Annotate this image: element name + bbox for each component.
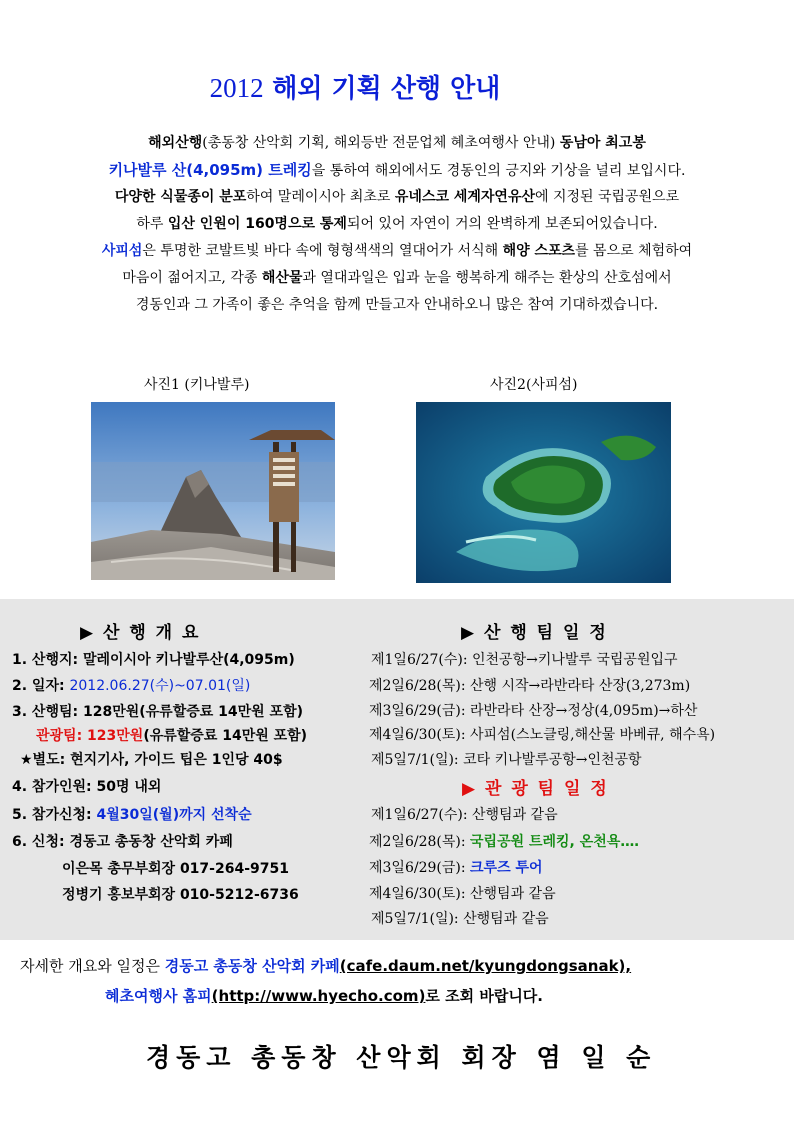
footer-text: 자세한 개요와 일정은 [20,957,165,975]
tour-day-activity: 크루즈 투어 [470,860,543,876]
sapi-island-photo [416,402,671,583]
intro-text: (총동창 산악회 기획, 해외등반 전문업체 혜초여행사 안내) [202,135,560,151]
tour-day-2 [369,831,639,851]
intro-highlight: 해산물 [261,270,303,286]
tour-schedule-heading: ▶ 관 광 팀 일 정 [462,779,609,799]
overview-item-deadline [12,804,252,824]
title-text: 해외 기획 산행 안내 [272,74,501,104]
overview-value: (유류할증료 14만원 포함) [143,728,308,744]
overview-label: 5. 참가신청: [12,807,97,823]
overview-value: 2012.06.27(수)~07.01(일) [69,678,251,694]
footer-line-1 [20,955,631,976]
intro-line-5 [0,238,794,264]
intro-highlight: 다양한 식물종이 분포 [114,189,247,205]
intro-text: 되어 있어 자연이 거의 완벽하게 보존되어있습니다. [346,216,658,232]
overview-value: 말레이시아 키나발루산(4,095m) [82,652,295,668]
intro-highlight: 키나발루 산(4,095m) 트레킹 [108,161,312,179]
overview-item-date [12,675,250,695]
footer-line-2 [105,985,543,1006]
sapi-island-image [416,402,671,583]
intro-highlight: 해양 스포츠 [502,243,576,259]
intro-text: 마음이 젊어지고, 각종 [122,270,262,286]
hiking-schedule-heading: ▶ 산 행 팀 일 정 [461,623,608,643]
intro-text: 은 투명한 코발트빛 바다 속에 형형색색의 열대어가 서식해 [142,243,503,259]
tour-day-activity: 국립공원 트레킹, 온천욕‥‥ [470,834,639,850]
overview-item-destination [12,649,295,669]
tour-day-label: 제3일6/29(금): [369,860,471,876]
intro-text: 과 열대과일은 입과 눈을 행복하게 해주는 환상의 산호섬에서 [302,270,672,286]
intro-highlight: 동남아 최고봉 [559,135,646,151]
footer-text: 로 조회 바랍니다. [425,987,543,1005]
intro-line-6 [0,265,794,291]
intro-line-4 [0,211,794,237]
tour-day-label: 제2일6/28(목): [369,834,471,850]
photo2-caption: 사진2(사피섬) [490,377,578,393]
intro-text: 해외산행 [148,135,203,151]
tour-day-1: 제1일6/27(수): 산행팀과 같음 [371,807,558,823]
signature: 경동고 총동창 산악회 회장 염 일 순 [146,1043,657,1072]
intro-highlight: 입산 인원이 160명으로 통제 [167,216,347,232]
overview-item-cost [12,701,303,721]
hiking-day-2: 제2일6/28(목): 산행 시작→라반라타 산장(3,273m) [369,678,691,694]
page-title [0,68,710,105]
cafe-name: 경동고 총동창 산악회 카페 [164,957,340,975]
intro-text: 하루 [136,216,168,232]
cafe-link[interactable]: (cafe.daum.net/kyungdongsanak), [339,957,632,975]
intro-text: 하여 말레이시아 최초로 [246,189,395,205]
overview-heading: ▶ 산 행 개 요 [80,623,201,643]
overview-label: 1. 산행지: [12,652,83,668]
intro-text: 를 몸으로 체험하여 [575,243,693,259]
overview-value: 4월30일(월)까지 선착순 [96,807,252,823]
kinabalu-image [91,402,335,580]
agency-link[interactable]: (http://www.hyecho.com) [211,987,426,1005]
contact-2: 정병기 홍보부회장 010-5212-6736 [62,887,299,903]
intro-line-7 [0,292,794,318]
intro-text: 을 통하여 해외에서도 경동인의 긍지와 기상을 널리 보입시다. [311,163,686,179]
hiking-day-5: 제5일7/1(일): 코타 키나발루공항→인천공항 [371,752,642,768]
contact-1: 이은목 총무부회장 017-264-9751 [62,861,289,877]
intro-line-3 [0,184,794,210]
tour-day-4: 제4일6/30(토): 산행팀과 같음 [369,886,556,902]
overview-value: (유류할증료 14만원 포함) [139,704,303,720]
photo1-caption: 사진1 (키나발루) [144,377,250,393]
agency-name: 혜초여행사 홈피 [105,987,212,1005]
kinabalu-photo [91,402,335,580]
overview-item-tour-cost [36,725,307,745]
overview-item-extra-note: ★별도: 현지기사, 가이드 팁은 1인당 40$ [20,752,283,768]
overview-label: 2. 일자: [12,678,70,694]
intro-text: 에 지정된 국립공원으로 [535,189,680,205]
overview-label: 관광팀: 123만원 [36,728,144,744]
overview-item-participants: 4. 참가인원: 50명 내외 [12,779,162,795]
tour-day-5: 제5일7/1(일): 산행팀과 같음 [371,911,549,927]
tour-day-3 [369,857,543,877]
intro-text: 경동인과 그 가족이 좋은 추억을 함께 만들고자 안내하오니 많은 참여 기대하겠습니다. [135,297,659,313]
hiking-day-4: 제4일6/30(토): 사피섬(스노클링,해산물 바베큐, 해수욕) [369,727,716,743]
title-year: 2012 [209,73,264,103]
intro-line-2 [0,157,794,184]
intro-highlight: 사피섬 [101,243,143,259]
intro-highlight: 유네스코 세계자연유산 [394,189,536,205]
hiking-day-1: 제1일6/27(수): 인천공항→키나발루 국립공원입구 [371,652,678,668]
overview-label: 3. 산행팀: 128만원 [12,704,140,720]
overview-item-apply: 6. 신청: 경동고 총동창 산악회 카페 [12,834,233,850]
hiking-day-3: 제3일6/29(금): 라반라타 산장→정상(4,095m)→하산 [369,703,698,719]
intro-line-1 [0,130,794,156]
